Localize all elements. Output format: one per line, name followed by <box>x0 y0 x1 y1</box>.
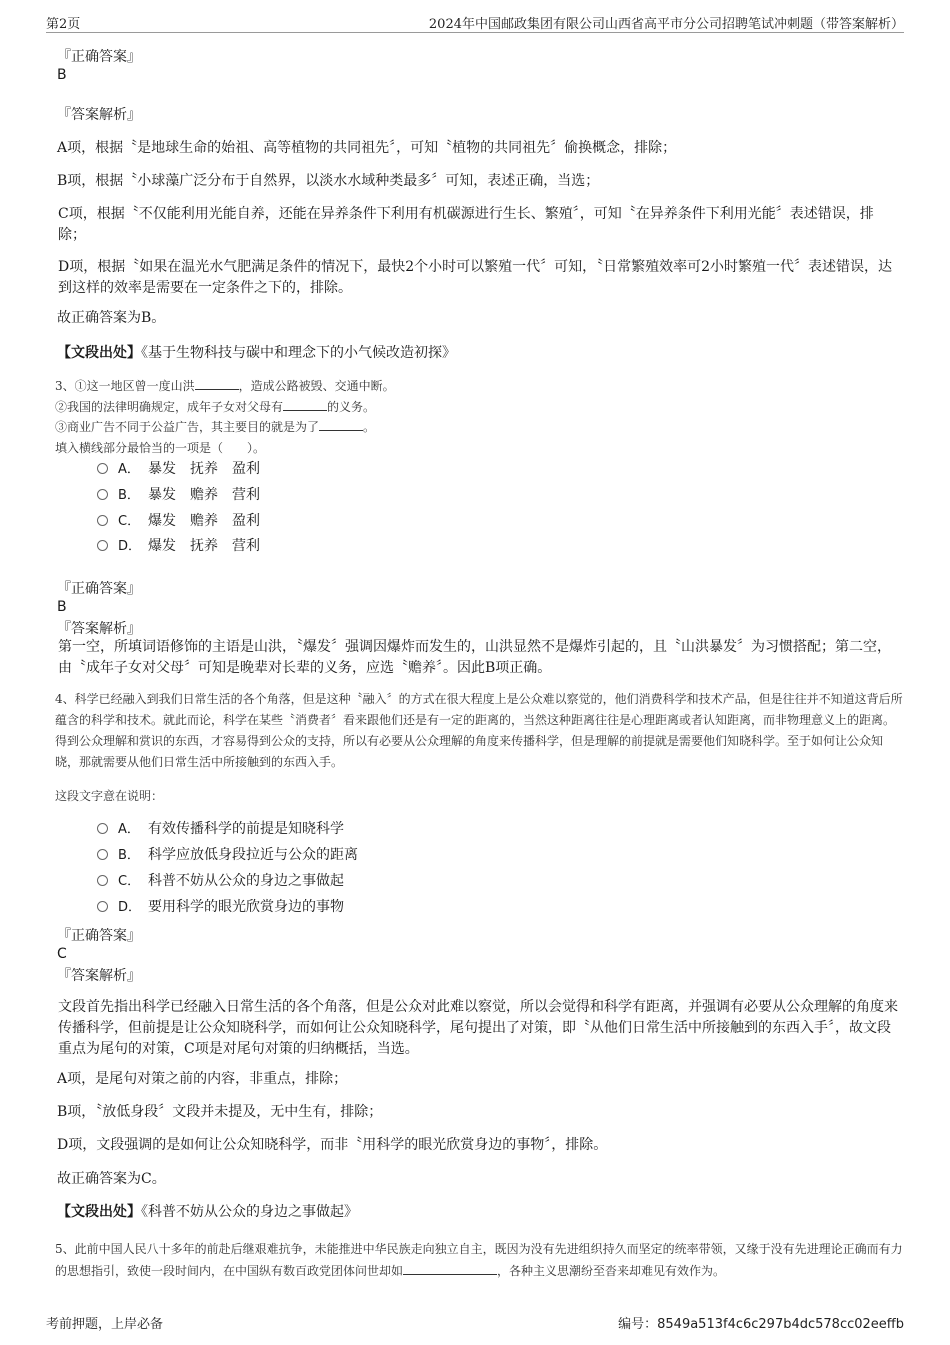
radio-button[interactable] <box>97 823 108 834</box>
q5-text-part-a: 5、此前中国人民八十多年的前赴后继艰难抗争，未能推进中华民族走向独立自主，既因为没有先进组织持久而坚定的统率带领，又缘于没有先进理论正确而有力的思想指引，致使一段时间内，在中国纵有数百政党团体问世却如 <box>55 1242 903 1278</box>
option-text: 要用科学的眼光欣赏身边的事物 <box>148 899 344 915</box>
footer-code <box>618 1313 904 1332</box>
q4-analysis-option-a: A项，是尾句对策之前的内容，非重点，排除； <box>57 1071 348 1087</box>
header-divider <box>46 32 904 33</box>
q4-option-b[interactable] <box>97 844 358 867</box>
q4-prompt: 这段文字意在说明： <box>55 789 164 803</box>
q4-analysis-option-b: B项，〝放低身段〞文段并未提及，无中生有，排除； <box>57 1104 383 1120</box>
analysis-option-b: B项，根据〝小球藻广泛分布于自然界，以淡水水域种类最多〞可知，表述正确，当选； <box>57 173 600 189</box>
q4-option-c[interactable] <box>97 870 344 893</box>
code-value: 8549a513f4c6c297b4dc578cc02eeffb <box>657 1317 904 1332</box>
source-citation <box>57 342 456 364</box>
q3-option-a[interactable] <box>97 458 260 481</box>
fill-blank <box>319 418 363 431</box>
option-label: A． <box>118 462 140 477</box>
q5-text-part-b: ，各种主义思潮纷至沓来却难见有效作为。 <box>497 1264 726 1278</box>
option-label: B． <box>118 848 140 863</box>
q4-analysis-option-d: D项，文段强调的是如何让公众知晓科学，而非〝用科学的眼光欣赏身边的事物〞，排除。 <box>57 1137 608 1153</box>
radio-button[interactable] <box>97 463 108 474</box>
code-label: 编号： <box>618 1317 658 1332</box>
option-text: 爆发 赡养 盈利 <box>148 513 260 529</box>
radio-button[interactable] <box>97 901 108 912</box>
q3-line1-part-b: ，造成公路被毁、交通中断。 <box>238 379 395 393</box>
q3-prompt: 填入横线部分最恰当的一项是（ ）。 <box>55 441 266 455</box>
q3-analysis: 第一空，所填词语修饰的主语是山洪，〝爆发〞强调因爆炸而发生的，山洪显然不是爆炸引起的，且〝山洪暴发〞为习惯搭配；第二空，由〝成年子女对父母〞可知是晚辈对长辈的义务，应选〝赡养〞。因此B项正确。 <box>58 639 891 676</box>
q3-line2-part-a: ②我国的法律明确规定，成年子女对父母有 <box>55 400 284 414</box>
option-text: 有效传播科学的前提是知晓科学 <box>148 821 344 837</box>
q3-sentence-3 <box>55 416 375 438</box>
q3-line1-part-a: 3、①这一地区曾一度山洪 <box>55 379 195 393</box>
fill-blank <box>403 1260 497 1275</box>
radio-button[interactable] <box>97 849 108 860</box>
q4-analysis-label: 『答案解析』 <box>57 968 141 984</box>
q3-line2-part-b: 的义务。 <box>327 400 376 414</box>
option-text: 科学应放低身段拉近与公众的距离 <box>148 847 358 863</box>
option-label: D． <box>118 539 142 554</box>
q4-source-citation <box>57 1201 358 1223</box>
page-number: 第2页 <box>46 17 81 32</box>
option-label: A． <box>118 822 140 837</box>
radio-button[interactable] <box>97 540 108 551</box>
source-label: 【文段出处】 <box>57 345 141 361</box>
option-text: 暴发 抚养 盈利 <box>148 461 260 477</box>
conclusion: 故正确答案为B。 <box>57 310 166 326</box>
option-label: C． <box>118 514 141 529</box>
q5-passage <box>55 1239 903 1282</box>
q4-analysis-main: 文段首先指出科学已经融入日常生活的各个角落，但是公众对此难以察觉，所以会觉得和科学有距离，并强调有必要从公众理解的角度来传播科学，但前提是让公众知晓科学，而如何让公众知晓科学，尾句提出了对策，即〝从他们日常生活中所接触到的东西入手〞，故文段重点为尾句的对策，C项是对尾句对策的归纳概括，当选。 <box>58 999 898 1057</box>
q3-answer-label: 『正确答案』 <box>57 581 141 597</box>
option-label: D． <box>118 900 142 915</box>
q4-option-d[interactable] <box>97 896 344 919</box>
source-text: 《科普不妨从公众的身边之事做起》 <box>141 1204 358 1220</box>
q4-conclusion: 故正确答案为C。 <box>57 1171 166 1187</box>
source-label: 【文段出处】 <box>57 1204 141 1220</box>
option-text: 暴发 赡养 营利 <box>148 487 260 503</box>
source-text: 《基于生物科技与碳中和理念下的小气候改造初探》 <box>141 345 456 361</box>
q3-option-d[interactable] <box>97 535 260 558</box>
analysis-option-c: C项，根据〝不仅能利用光能自养，还能在异养条件下利用有机碳源进行生长、繁殖〞，可知〝在异养条件下利用光能〞表述错误，排除； <box>58 206 874 243</box>
answer-value: B <box>57 67 67 83</box>
fill-blank <box>195 377 239 390</box>
analysis-label: 『答案解析』 <box>57 107 141 123</box>
option-text: 爆发 抚养 营利 <box>148 538 260 554</box>
q3-option-b[interactable] <box>97 484 260 507</box>
option-label: C． <box>118 874 141 889</box>
q3-answer-value: B <box>57 599 67 615</box>
option-text: 科普不妨从公众的身边之事做起 <box>148 873 344 889</box>
q4-passage: 4、科学已经融入到我们日常生活的各个角落，但是这种〝融入〞的方式在很大程度上是公众难以察觉的，他们消费科学和技术产品，但是往往并不知道这背后所蕴含的科学和技术。就此而论，科学在某些〝消费者〞看来跟他们还是有一定的距离的，当然这种距离往往是心理距离或者认知距离，而非物理意义上的距离。得到公众理解和赏识的东西，才容易得到公众的支持，所以有必要从公众理解的角度来传播科学，但是理解的前提就是需要他们知晓科学。至于如何让公众知晓，那就需要从他们日常生活中所接触到的东西入手。 <box>55 692 903 769</box>
radio-button[interactable] <box>97 489 108 500</box>
q3-analysis-label: 『答案解析』 <box>57 621 141 637</box>
q3-option-c[interactable] <box>97 510 260 533</box>
document-title: 2024年中国邮政集团有限公司山西省高平市分公司招聘笔试冲刺题（带答案解析） <box>428 17 904 32</box>
q4-answer-label: 『正确答案』 <box>57 928 141 944</box>
fill-blank <box>283 398 327 411</box>
option-label: B． <box>118 488 140 503</box>
q4-option-a[interactable] <box>97 818 344 841</box>
q3-line3-part-b: 。 <box>363 420 376 434</box>
q3-sentence-2 <box>55 396 375 418</box>
q3-line3-part-a: ③商业广告不同于公益广告，其主要目的就是为了 <box>55 420 320 434</box>
q3-sentence-1 <box>55 375 395 397</box>
radio-button[interactable] <box>97 875 108 886</box>
analysis-option-d: D项，根据〝如果在温光水气肥满足条件的情况下，最快2个小时可以繁殖一代〞可知，〝日常繁殖效率可2小时繁殖一代〞表述错误，达到这样的效率是需要在一定条件之下的，排除。 <box>58 259 893 296</box>
radio-button[interactable] <box>97 515 108 526</box>
footer-slogan: 考前押题，上岸必备 <box>46 1317 164 1332</box>
analysis-option-a: A项，根据〝是地球生命的始祖、高等植物的共同祖先〞，可知〝植物的共同祖先〞偷换概念，排除； <box>57 140 677 156</box>
q4-answer-value: C <box>57 946 67 962</box>
answer-label: 『正确答案』 <box>57 49 141 65</box>
